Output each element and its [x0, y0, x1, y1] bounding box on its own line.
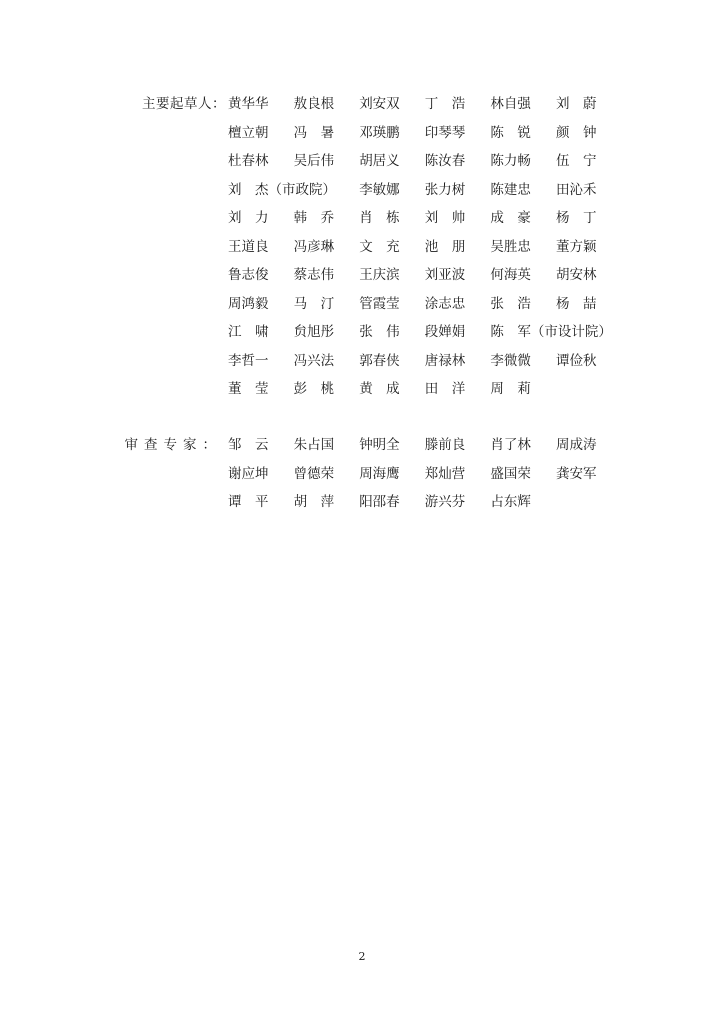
- reviewers-name: 周成涛: [555, 437, 597, 453]
- drafters-name: 涂志忠: [424, 295, 466, 312]
- drafters-name: 蔡志伟: [293, 267, 335, 283]
- reviewers-name: [556, 488, 622, 517]
- drafters-name: 鲁志俊: [228, 267, 269, 283]
- drafters-name: 管霞莹: [359, 295, 400, 312]
- drafters-name: 陈 锐: [490, 124, 531, 141]
- drafters-name: 黄 成: [359, 381, 400, 397]
- reviewers-name: 游兴芬: [424, 494, 466, 510]
- drafters-name: 彭 桃: [293, 381, 335, 397]
- drafters-name: 伍 宁: [555, 153, 597, 169]
- drafters-row: [228, 347, 622, 376]
- drafters-name: 成 豪: [490, 210, 531, 226]
- drafters-name: 唐禄林: [424, 352, 466, 369]
- drafters-name: 段婵娟: [424, 324, 466, 340]
- drafters-row: [228, 261, 622, 290]
- drafters-name: [294, 176, 360, 205]
- drafters-row: [228, 318, 622, 347]
- drafters-name: 丁 浩: [424, 96, 466, 112]
- drafters-name: 董方颖: [555, 238, 597, 255]
- reviewers-row: [228, 431, 622, 460]
- reviewers-name: 钟明全: [359, 437, 400, 453]
- drafters-name: 韩 乔: [293, 210, 335, 226]
- page-number: 2: [358, 950, 366, 963]
- drafters-name: [556, 375, 622, 404]
- reviewers-name: 盛国荣: [490, 465, 531, 482]
- drafters-row: [228, 204, 622, 233]
- reviewers-name: 占东辉: [490, 494, 531, 510]
- drafters-name: 杨 喆: [555, 295, 597, 312]
- drafters-name: 肖 栋: [359, 210, 400, 226]
- reviewers-name: 谭 平: [228, 494, 269, 510]
- drafters-name: 张力树: [424, 181, 466, 198]
- reviewers-name: 朱占国: [293, 437, 335, 453]
- reviewers-name: 肖了林: [490, 437, 531, 453]
- drafters-name: 王庆滨: [359, 267, 400, 283]
- drafters-name: 敖良根: [293, 96, 335, 112]
- drafters-name: 陈建忠: [490, 181, 531, 198]
- reviewers-name: 阳邵春: [359, 494, 400, 510]
- drafters-name: 冯兴法: [293, 352, 335, 369]
- drafters-list: [228, 90, 622, 404]
- reviewers-name: 周海鹰: [359, 465, 400, 482]
- drafters-name: 李敏娜: [359, 181, 400, 198]
- drafters-name: 陈汝春: [424, 153, 466, 169]
- reviewers-row: [228, 460, 622, 489]
- reviewers-list: [228, 431, 622, 517]
- drafters-row: [228, 90, 622, 119]
- drafters-name: 杜春林: [228, 153, 269, 169]
- drafters-name: 冯彦琳: [293, 238, 335, 255]
- drafters-row: [228, 176, 622, 205]
- drafters-name: 林自强: [490, 96, 531, 112]
- drafters-name: 刘 杰（市政院）: [228, 181, 336, 198]
- drafters-name: 胡居义: [359, 153, 400, 169]
- drafters-name: 邓瑛鹏: [359, 124, 400, 141]
- drafters-name: 冯 暑: [293, 124, 335, 141]
- drafters-name: 张 浩: [490, 295, 531, 312]
- drafters-row: [228, 233, 622, 262]
- drafters-name: 周鸿毅: [228, 295, 269, 312]
- drafters-name: 田 洋: [424, 381, 466, 397]
- drafters-name: 刘 蔚: [555, 96, 597, 112]
- drafters-name: 杨 丁: [555, 210, 597, 226]
- drafters-name: 郭春侠: [359, 352, 400, 369]
- drafters-row: [228, 375, 622, 404]
- drafters-name: 陈力畅: [490, 153, 531, 169]
- drafters-name: 胡安林: [555, 267, 597, 283]
- drafters-name: 江 啸: [228, 324, 269, 340]
- reviewers-name: 曾德荣: [293, 465, 335, 482]
- reviewers-name: 胡 萍: [293, 494, 335, 510]
- drafters-label: 主要起草人：: [142, 96, 226, 112]
- drafters-row: [228, 147, 622, 176]
- drafters-name: 黄华华: [228, 96, 269, 112]
- drafters-name: 李微微: [490, 352, 531, 369]
- drafters-name: 颜 钟: [555, 124, 597, 141]
- drafters-name: 田沁禾: [555, 181, 597, 198]
- reviewers-name: 郑灿营: [424, 465, 466, 482]
- drafters-name: [556, 318, 622, 347]
- drafters-name: 谭俭秋: [555, 352, 597, 369]
- reviewers-name: 邹 云: [228, 437, 269, 453]
- drafters-name: 贠旭彤: [293, 324, 335, 340]
- drafters-name: 马 汀: [293, 295, 335, 312]
- drafters-name: 刘 力: [228, 210, 269, 226]
- reviewers-name: 谢应坤: [228, 465, 269, 482]
- drafters-name: 檀立朝: [228, 124, 269, 141]
- drafters-name: 印琴琴: [424, 124, 466, 141]
- reviewers-name: 滕前良: [424, 437, 466, 453]
- drafters-row: [228, 119, 622, 148]
- drafters-row: [228, 290, 622, 319]
- drafters-name: 李哲一: [228, 352, 269, 369]
- drafters-name: 何海英: [490, 267, 531, 283]
- drafters-name: 池 朋: [424, 238, 466, 255]
- reviewers-row: [228, 488, 622, 517]
- drafters-name: 陈 军（市设计院）: [490, 324, 612, 340]
- drafters-name: 周 莉: [490, 381, 531, 397]
- drafters-name: 吴后伟: [293, 153, 335, 169]
- reviewers-name: 龚安军: [555, 465, 597, 482]
- drafters-name: 刘安双: [359, 96, 400, 112]
- reviewers-label: 审查专家：: [124, 437, 222, 453]
- drafters-name: 刘 帅: [424, 210, 466, 226]
- drafters-name: 文 充: [359, 238, 400, 255]
- drafters-name: 董 莹: [228, 381, 269, 397]
- drafters-name: 刘亚波: [424, 267, 466, 283]
- drafters-name: 吴胜忠: [490, 238, 531, 255]
- drafters-name: 张 伟: [359, 324, 400, 340]
- drafters-name: 王道良: [228, 238, 269, 255]
